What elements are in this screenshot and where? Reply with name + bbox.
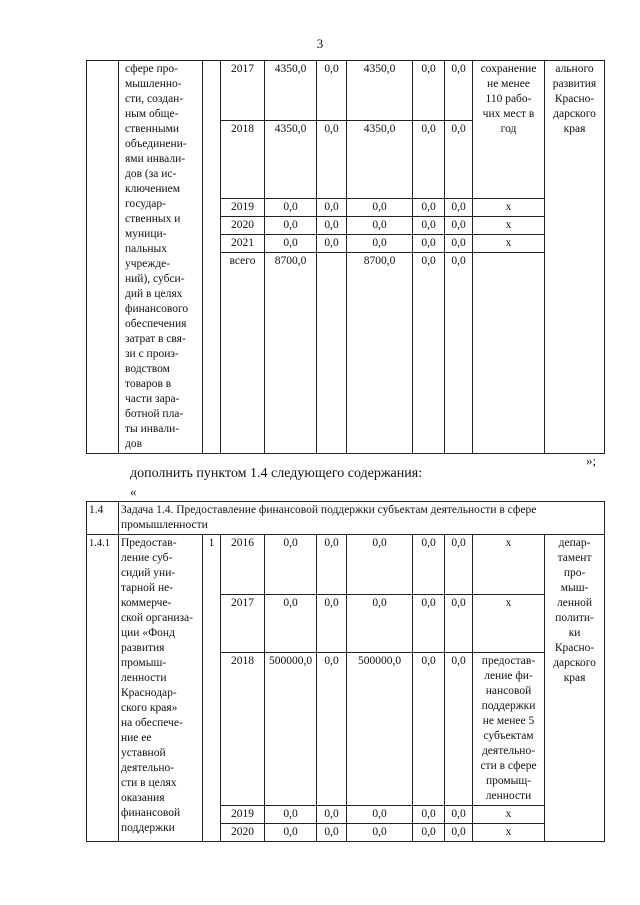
year-cell: 2017 (221, 595, 265, 653)
result-cell: х (473, 806, 545, 824)
value-cell: 0,0 (413, 253, 445, 454)
status-cell: 1 (203, 535, 221, 842)
value-cell: 0,0 (347, 535, 413, 595)
executor-text: ального развития Красно- дарского края (545, 61, 605, 454)
item-number: 1.4.1 (87, 535, 119, 842)
result-cell: х (473, 217, 545, 235)
result-text: предостав- ление фи- нансовой поддержки не менее 5 субъектам деятельно- сти в сфере промыщ- ленности (473, 653, 545, 806)
result-cell: х (473, 235, 545, 253)
value-cell: 0,0 (445, 653, 473, 806)
value-cell: 0,0 (317, 199, 347, 217)
table-program-measures (86, 60, 605, 454)
year-cell: 2020 (221, 217, 265, 235)
task-number: 1.4 (87, 502, 119, 535)
value-cell: 0,0 (445, 535, 473, 595)
year-cell: 2019 (221, 806, 265, 824)
value-cell: 8700,0 (347, 253, 413, 454)
value-cell: 0,0 (347, 824, 413, 842)
total-cell: 4350,0 (265, 61, 317, 121)
value-cell: 0,0 (317, 535, 347, 595)
result-cell: х (473, 199, 545, 217)
value-cell: 0,0 (413, 121, 445, 199)
status-cell (203, 61, 221, 454)
result-cell: х (473, 535, 545, 595)
value-cell: 0,0 (413, 595, 445, 653)
result-cell: х (473, 595, 545, 653)
year-cell: 2018 (221, 121, 265, 199)
value-cell: 0,0 (445, 199, 473, 217)
value-cell: 0,0 (317, 235, 347, 253)
value-cell: 0,0 (445, 595, 473, 653)
value-cell: 0,0 (445, 824, 473, 842)
value-cell: 0,0 (413, 217, 445, 235)
closing-quote: »; (586, 453, 597, 468)
value-cell: 0,0 (347, 235, 413, 253)
total-cell: 8700,0 (265, 253, 317, 454)
row-number-cell (87, 61, 119, 454)
value-cell: 0,0 (317, 121, 347, 199)
measure-description: сфере про- мышленно- сти, создан- ным обще- ственными объединени- ями инвали- дов (за ис- ключением государ- ственных и муници- пальных учрежде- ний), субси- дий в целях финансового обеспечения затрат в свя- зи с произ- водством товаров в части зара- ботной пла- ты инвали- дов (119, 61, 203, 454)
value-cell: 0,0 (317, 806, 347, 824)
value-cell: 4350,0 (347, 61, 413, 121)
page-number: 3 (316, 36, 324, 51)
year-cell: 2018 (221, 653, 265, 806)
total-cell: 0,0 (265, 199, 317, 217)
result-cell (473, 253, 545, 454)
value-cell: 0,0 (413, 235, 445, 253)
value-cell: 0,0 (413, 806, 445, 824)
year-cell: 2017 (221, 61, 265, 121)
total-cell: 0,0 (265, 535, 317, 595)
value-cell: 0,0 (413, 535, 445, 595)
value-cell: 0,0 (413, 653, 445, 806)
year-cell: 2020 (221, 824, 265, 842)
total-cell: 0,0 (265, 824, 317, 842)
value-cell: 0,0 (445, 121, 473, 199)
executor-text: депар- тамент про- мыш- ленной полити- ки Красно- дарского края (545, 535, 605, 842)
task-title: Задача 1.4. Предоставление финансовой поддержки субъектам деятельности в сфере промышленности (119, 502, 605, 535)
value-cell: 0,0 (347, 199, 413, 217)
result-cell: х (473, 824, 545, 842)
value-cell: 4350,0 (347, 121, 413, 199)
value-cell: 0,0 (347, 806, 413, 824)
value-cell: 0,0 (317, 653, 347, 806)
value-cell: 0,0 (347, 217, 413, 235)
instruction-text: дополнить пунктом 1.4 следующего содержания: (130, 466, 423, 481)
value-cell: 0,0 (413, 824, 445, 842)
value-cell: 0,0 (413, 199, 445, 217)
value-cell: 0,0 (317, 824, 347, 842)
year-cell: всего (221, 253, 265, 454)
total-cell: 500000,0 (265, 653, 317, 806)
result-text: сохранение не менее 110 рабо- чих мест в год (473, 61, 545, 199)
total-cell: 0,0 (265, 806, 317, 824)
value-cell: 0,0 (317, 595, 347, 653)
year-cell: 2021 (221, 235, 265, 253)
total-cell: 0,0 (265, 595, 317, 653)
total-cell: 4350,0 (265, 121, 317, 199)
table-new-task (86, 501, 605, 842)
year-cell: 2016 (221, 535, 265, 595)
value-cell (317, 253, 347, 454)
total-cell: 0,0 (265, 235, 317, 253)
value-cell: 0,0 (445, 61, 473, 121)
value-cell: 0,0 (317, 61, 347, 121)
year-cell: 2019 (221, 199, 265, 217)
value-cell: 0,0 (445, 217, 473, 235)
value-cell: 0,0 (347, 595, 413, 653)
value-cell: 500000,0 (347, 653, 413, 806)
item-description: Предостав- ление суб- сидий уни- тарной не- коммерче- ской организа- ции «Фонд развития промыш- ленности Краснодар- ского края» на обеспече- ние ее уставной деятельно- сти в целях оказания финансовой поддержки (119, 535, 203, 842)
value-cell: 0,0 (445, 235, 473, 253)
total-cell: 0,0 (265, 217, 317, 235)
value-cell: 0,0 (445, 806, 473, 824)
value-cell: 0,0 (413, 61, 445, 121)
opening-quote: « (130, 484, 137, 499)
value-cell: 0,0 (445, 253, 473, 454)
value-cell: 0,0 (317, 217, 347, 235)
